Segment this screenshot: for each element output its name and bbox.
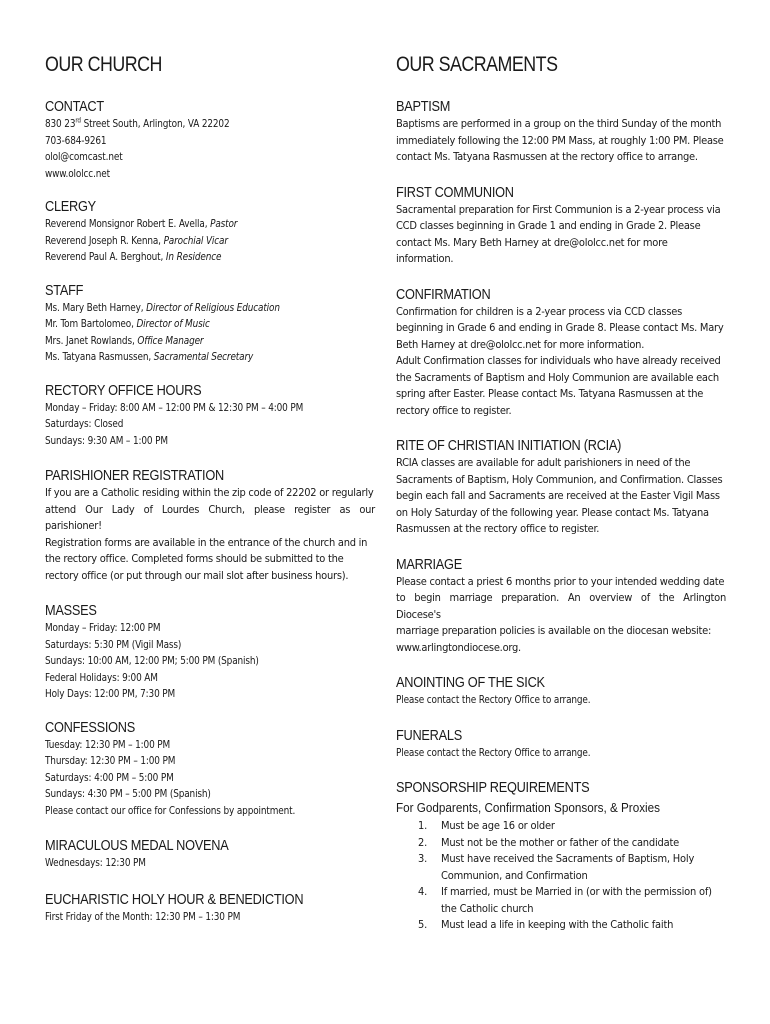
staff-item — [45, 300, 342, 317]
confession-time: Thursday: 12:30 PM – 1:00 PM — [45, 754, 176, 767]
our-church-title: OUR CHURCH — [45, 53, 162, 76]
staff-role: Director of Music — [136, 317, 210, 330]
clergy-role: In Residence — [165, 250, 222, 263]
requirement-text: the Catholic church — [441, 901, 534, 915]
registration-text — [45, 485, 375, 584]
text-line: to begin marriage preparation. An overview of the Arlington Diocese's — [396, 591, 726, 621]
confirmation-heading: CONFIRMATION — [396, 286, 491, 303]
clergy-heading: CLERGY — [45, 199, 96, 215]
text-line: the Sacraments of Baptism and Holy Communion are available each — [396, 370, 719, 384]
text-line: beginning in Grade 6 and ending in Grade 8. Please contact Ms. Mary — [396, 321, 724, 334]
our-sacraments-column — [396, 52, 726, 950]
mass-time: Holy Days: 12:00 PM, 7:30 PM — [45, 687, 176, 700]
text-line: rectory office to register. — [396, 403, 512, 417]
text-line: Sacramental preparation for First Communion is a 2-year process via — [396, 202, 721, 216]
staff-name: Ms. Tatyana Rasmussen, — [45, 350, 154, 363]
text-line: If you are a Catholic residing within the zip code of 22202 or regularly — [45, 486, 374, 499]
contact-section — [45, 98, 375, 182]
baptism-text — [396, 116, 726, 166]
confessions-section — [45, 719, 375, 820]
anointing-heading: ANOINTING OF THE SICK — [396, 675, 545, 691]
requirement-item — [396, 835, 726, 852]
clergy-item — [45, 249, 342, 266]
mass-time: Saturdays: 5:30 PM (Vigil Mass) — [45, 637, 182, 651]
staff-section — [45, 282, 375, 366]
staff-name: Ms. Mary Beth Harney, — [45, 300, 147, 314]
staff-role: Director of Religious Education — [146, 300, 280, 314]
rcia-section — [396, 437, 726, 538]
requirement-text: Communion, and Confirmation — [441, 868, 588, 882]
contact-address — [45, 116, 342, 133]
text-line: contact Ms. Tatyana Rasmussen at the rectory office to arrange. — [396, 150, 698, 163]
contact-email-link[interactable]: olol@comcast.net — [45, 150, 123, 163]
requirement-item — [396, 884, 726, 917]
funerals-section — [396, 727, 726, 762]
confirmation-text — [396, 304, 726, 420]
text-line: RCIA classes are available for adult parishioners in need of the — [396, 456, 691, 469]
requirement-number: 3. — [418, 852, 428, 865]
our-sacraments-title: OUR SACRAMENTS — [396, 53, 558, 76]
text-line: begin each fall and Sacraments are received at the Easter Vigil Mass — [396, 489, 720, 502]
text-line: spring after Easter. Please contact Ms. Tatyana Rasmussen at the — [396, 387, 704, 400]
rcia-text — [396, 455, 726, 538]
anointing-section — [396, 674, 726, 709]
marriage-text — [396, 574, 726, 657]
first-communion-section — [396, 184, 726, 268]
staff-name: Mr. Tom Bartolomeo, — [45, 317, 137, 330]
clergy-role: Pastor — [210, 217, 238, 230]
holy-hour-section — [45, 891, 375, 926]
baptism-heading: BAPTISM — [396, 99, 451, 115]
confirmation-section — [396, 286, 726, 420]
confession-note: Please contact our office for Confessions by appointment. — [45, 803, 296, 817]
first-communion-heading: FIRST COMMUNION — [396, 184, 514, 201]
staff-item — [45, 333, 342, 350]
text-line: Rasmussen at the rectory office to register. — [396, 522, 600, 535]
text-line: Beth Harney at dre@ololcc.net for more information. — [396, 337, 645, 351]
marriage-heading: MARRIAGE — [396, 556, 462, 573]
text-line: attend Our Lady of Lourdes Church, please register as our parishioner! — [45, 502, 375, 532]
text-line: CCD classes beginning in Grade 1 and ending in Grade 2. Please — [396, 219, 701, 232]
sponsorship-section — [396, 779, 726, 934]
rectory-hours-heading: RECTORY OFFICE HOURS — [45, 382, 202, 399]
text-line: Baptisms are performed in a group on the third Sunday of the month — [396, 117, 722, 130]
sponsorship-requirements-list — [396, 818, 726, 934]
clergy-name: Reverend Paul A. Berghout, — [45, 250, 166, 263]
clergy-name: Reverend Monsignor Robert E. Avella, — [45, 217, 211, 230]
address-street: Street South, Arlington, VA 22202 — [80, 117, 230, 130]
baptism-section — [396, 98, 726, 166]
staff-role: Sacramental Secretary — [153, 350, 254, 363]
requirement-text: Must be age 16 or older — [441, 819, 555, 832]
confession-time: Tuesday: 12:30 PM – 1:00 PM — [45, 737, 171, 751]
clergy-role: Parochial Vicar — [163, 233, 228, 247]
clergy-section — [45, 198, 375, 266]
text-line: Adult Confirmation classes for individuals who have already received — [396, 354, 721, 367]
contact-website-link[interactable]: www.ololcc.net — [45, 166, 110, 180]
requirement-item — [396, 818, 726, 835]
clergy-item — [45, 233, 342, 250]
mass-time: Sundays: 10:00 AM, 12:00 PM; 5:00 PM (Spanish) — [45, 654, 259, 667]
registration-heading: PARISHIONER REGISTRATION — [45, 468, 224, 484]
requirement-text: Must have received the Sacraments of Baptism, Holy — [441, 852, 695, 865]
text-line: immediately following the 12:00 PM Mass, at roughly 1:00 PM. Please — [396, 133, 724, 147]
text-line: Please contact a priest 6 months prior to your intended wedding date — [396, 574, 725, 588]
funerals-heading: FUNERALS — [396, 727, 462, 744]
requirement-number: 5. — [418, 918, 428, 931]
diocese-website-link[interactable]: www.arlingtondiocese.org. — [396, 640, 521, 654]
staff-heading: STAFF — [45, 282, 84, 299]
rcia-heading: RITE OF CHRISTIAN INITIATION (RCIA) — [396, 438, 622, 454]
novena-section — [45, 837, 375, 872]
requirement-item — [396, 851, 726, 884]
mass-time: Monday – Friday: 12:00 PM — [45, 621, 161, 634]
requirement-text: Must not be the mother or father of the candidate — [441, 835, 680, 849]
contact-heading: CONTACT — [45, 99, 104, 115]
anointing-text: Please contact the Rectory Office to arrange. — [396, 693, 591, 706]
text-line: the rectory office. Completed forms should be submitted to the — [45, 552, 344, 565]
novena-heading: MIRACULOUS MEDAL NOVENA — [45, 838, 229, 854]
contact-phone: 703-684-9261 — [45, 133, 107, 147]
our-church-column — [45, 52, 375, 941]
hours-line: Saturdays: Closed — [45, 417, 124, 430]
clergy-item — [45, 216, 342, 233]
text-line: on Holy Saturday of the following year. Please contact Ms. Tatyana — [396, 505, 709, 519]
hours-line: Sundays: 9:30 AM – 1:00 PM — [45, 433, 168, 447]
confessions-heading: CONFESSIONS — [45, 719, 135, 736]
marriage-section — [396, 556, 726, 657]
text-line: Sacraments of Baptism, Holy Communion, and Confirmation. Classes — [396, 472, 723, 486]
text-line: Registration forms are available in the entrance of the church and in — [45, 535, 368, 549]
mass-time: Federal Holidays: 9:00 AM — [45, 670, 158, 684]
text-line: rectory office (or put through our mail slot after business hours). — [45, 568, 349, 582]
staff-item — [45, 316, 342, 333]
registration-section — [45, 467, 375, 584]
requirement-number: 2. — [418, 835, 428, 849]
staff-role: Office Manager — [137, 333, 204, 347]
novena-time: Wednesdays: 12:30 PM — [45, 856, 146, 869]
requirement-number: 1. — [418, 819, 428, 832]
masses-section — [45, 602, 375, 703]
staff-name: Mrs. Janet Rowlands, — [45, 333, 138, 347]
holy-hour-time: First Friday of the Month: 12:30 PM – 1:30 PM — [45, 909, 241, 923]
requirement-text: If married, must be Married in (or with the permission of) — [441, 885, 712, 898]
requirement-item — [396, 917, 726, 934]
first-communion-text — [396, 202, 726, 268]
holy-hour-heading: EUCHARISTIC HOLY HOUR & BENEDICTION — [45, 891, 304, 908]
text-line: information. — [396, 252, 454, 265]
hours-line: Monday – Friday: 8:00 AM – 12:00 PM & 12:30 PM – 4:00 PM — [45, 400, 304, 414]
clergy-name: Reverend Joseph R. Kenna, — [45, 233, 164, 247]
confession-time: Sundays: 4:30 PM – 5:00 PM (Spanish) — [45, 787, 211, 800]
sponsorship-heading: SPONSORSHIP REQUIREMENTS — [396, 780, 590, 796]
text-line: Confirmation for children is a 2-year process via CCD classes — [396, 304, 682, 318]
text-line: marriage preparation policies is available on the diocesan website: — [396, 624, 712, 637]
rectory-hours-section — [45, 382, 375, 450]
requirement-text: Must lead a life in keeping with the Catholic faith — [441, 918, 674, 931]
funerals-text: Please contact the Rectory Office to arrange. — [396, 745, 591, 759]
address-number: 830 23 — [45, 117, 76, 130]
text-line: contact Ms. Mary Beth Harney at dre@ololcc.net for more — [396, 235, 668, 249]
confession-time: Saturdays: 4:00 PM – 5:00 PM — [45, 770, 174, 784]
sponsorship-subheading: For Godparents, Confirmation Sponsors, & Proxies — [396, 800, 661, 815]
masses-heading: MASSES — [45, 603, 97, 619]
staff-item — [45, 349, 342, 366]
address-superscript: rd — [75, 116, 81, 125]
requirement-number: 4. — [418, 885, 428, 898]
